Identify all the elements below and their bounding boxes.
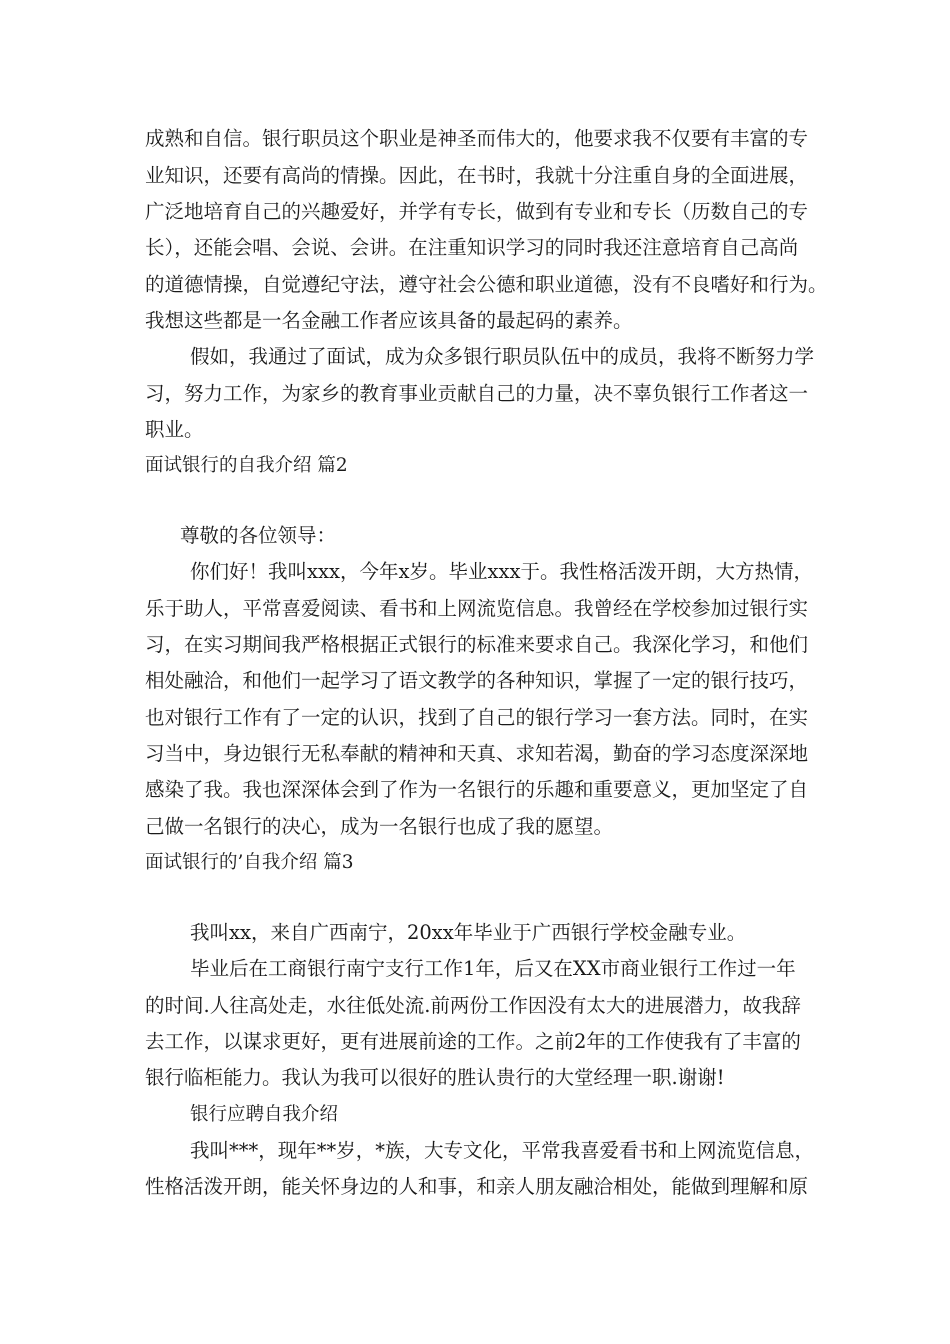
paragraph-line: 长），还能会唱、会说、会讲。在注重知识学习的同时我还注意培育自己高尚 — [145, 236, 799, 259]
paragraph-line: 毕业后在工商银行南宁支行工作1年，后又在XX市商业银行工作过一年 — [190, 957, 796, 980]
paragraph-line: 广泛地培育自己的兴趣爱好，并学有专长，做到有专业和专长（历数自己的专 — [145, 200, 809, 223]
paragraph-line: 性格活泼开朗，能关怀身边的人和事，和亲人朋友融洽相处，能做到理解和原 — [145, 1175, 809, 1198]
subheading: 银行应聘自我介绍 — [190, 1104, 339, 1125]
paragraph-line: 习，努力工作，为家乡的教育事业贡献自己的力量，决不辜负银行工作者这一 — [145, 382, 809, 405]
paragraph-line: 也对银行工作有了一定的认识，找到了自己的银行学习一套方法。同时，在实 — [145, 706, 809, 729]
paragraph-line: 职业。 — [145, 418, 204, 441]
paragraph-line: 假如，我通过了面试，成为众多银行职员队伍中的成员，我将不断努力学 — [190, 345, 815, 368]
paragraph-line: 银行临柜能力。我认为我可以很好的胜认贵行的大堂经理一职.谢谢! — [145, 1066, 725, 1089]
paragraph-line: 业知识，还要有高尚的情操。因此，在书时，我就十分注重自身的全面进展， — [145, 164, 809, 187]
section-heading: 面试银行的自我介绍 篇2 — [145, 455, 348, 476]
paragraph-line: 己做一名银行的决心，成为一名银行也成了我的愿望。 — [145, 815, 614, 838]
greeting: 尊敬的各位领导： — [180, 524, 337, 547]
paragraph-line: 你们好！我叫xxx，今年x岁。毕业xxx于。我性格活泼开朗，大方热情， — [190, 560, 813, 583]
section-heading: 面试银行的’自我介绍 篇3 — [145, 852, 354, 873]
paragraph-line: 我想这些都是一名金融工作者应该具备的最起码的素养。 — [145, 309, 633, 332]
paragraph-line: 我叫***，现年**岁，*族，大专文化，平常我喜爱看书和上网流览信息， — [190, 1139, 815, 1162]
paragraph-line: 成熟和自信。银行职员这个职业是神圣而伟大的，他要求我不仅要有丰富的专 — [145, 127, 809, 150]
paragraph-line: 乐于助人，平常喜爱阅读、看书和上网流览信息。我曾经在学校参加过银行实 — [145, 597, 809, 620]
paragraph-line: 习，在实习期间我严格根据正式银行的标准来要求自己。我深化学习，和他们 — [145, 633, 809, 656]
paragraph-line: 我叫xx，来自广西南宁，20xx年毕业于广西银行学校金融专业。 — [190, 921, 747, 944]
paragraph-line: 习当中，身边银行无私奉献的精神和天真、求知若渴，勤奋的学习态度深深地 — [145, 742, 809, 765]
paragraph-line: 的时间.人往高处走，水往低处流.前两份工作因没有太大的进展潜力，故我辞 — [145, 994, 801, 1017]
paragraph-line: 去工作，以谋求更好，更有进展前途的工作。之前2年的工作使我有了丰富的 — [145, 1030, 801, 1053]
paragraph-line: 感染了我。我也深深体会到了作为一名银行的乐趣和重要意义，更加坚定了自 — [145, 778, 809, 801]
paragraph-line: 相处融洽，和他们一起学习了语文教学的各种知识，掌握了一定的银行技巧， — [145, 669, 809, 692]
paragraph-line: 的道德情操，自觉遵纪守法，遵守社会公德和职业道德，没有不良嗜好和行为。 — [145, 273, 828, 296]
